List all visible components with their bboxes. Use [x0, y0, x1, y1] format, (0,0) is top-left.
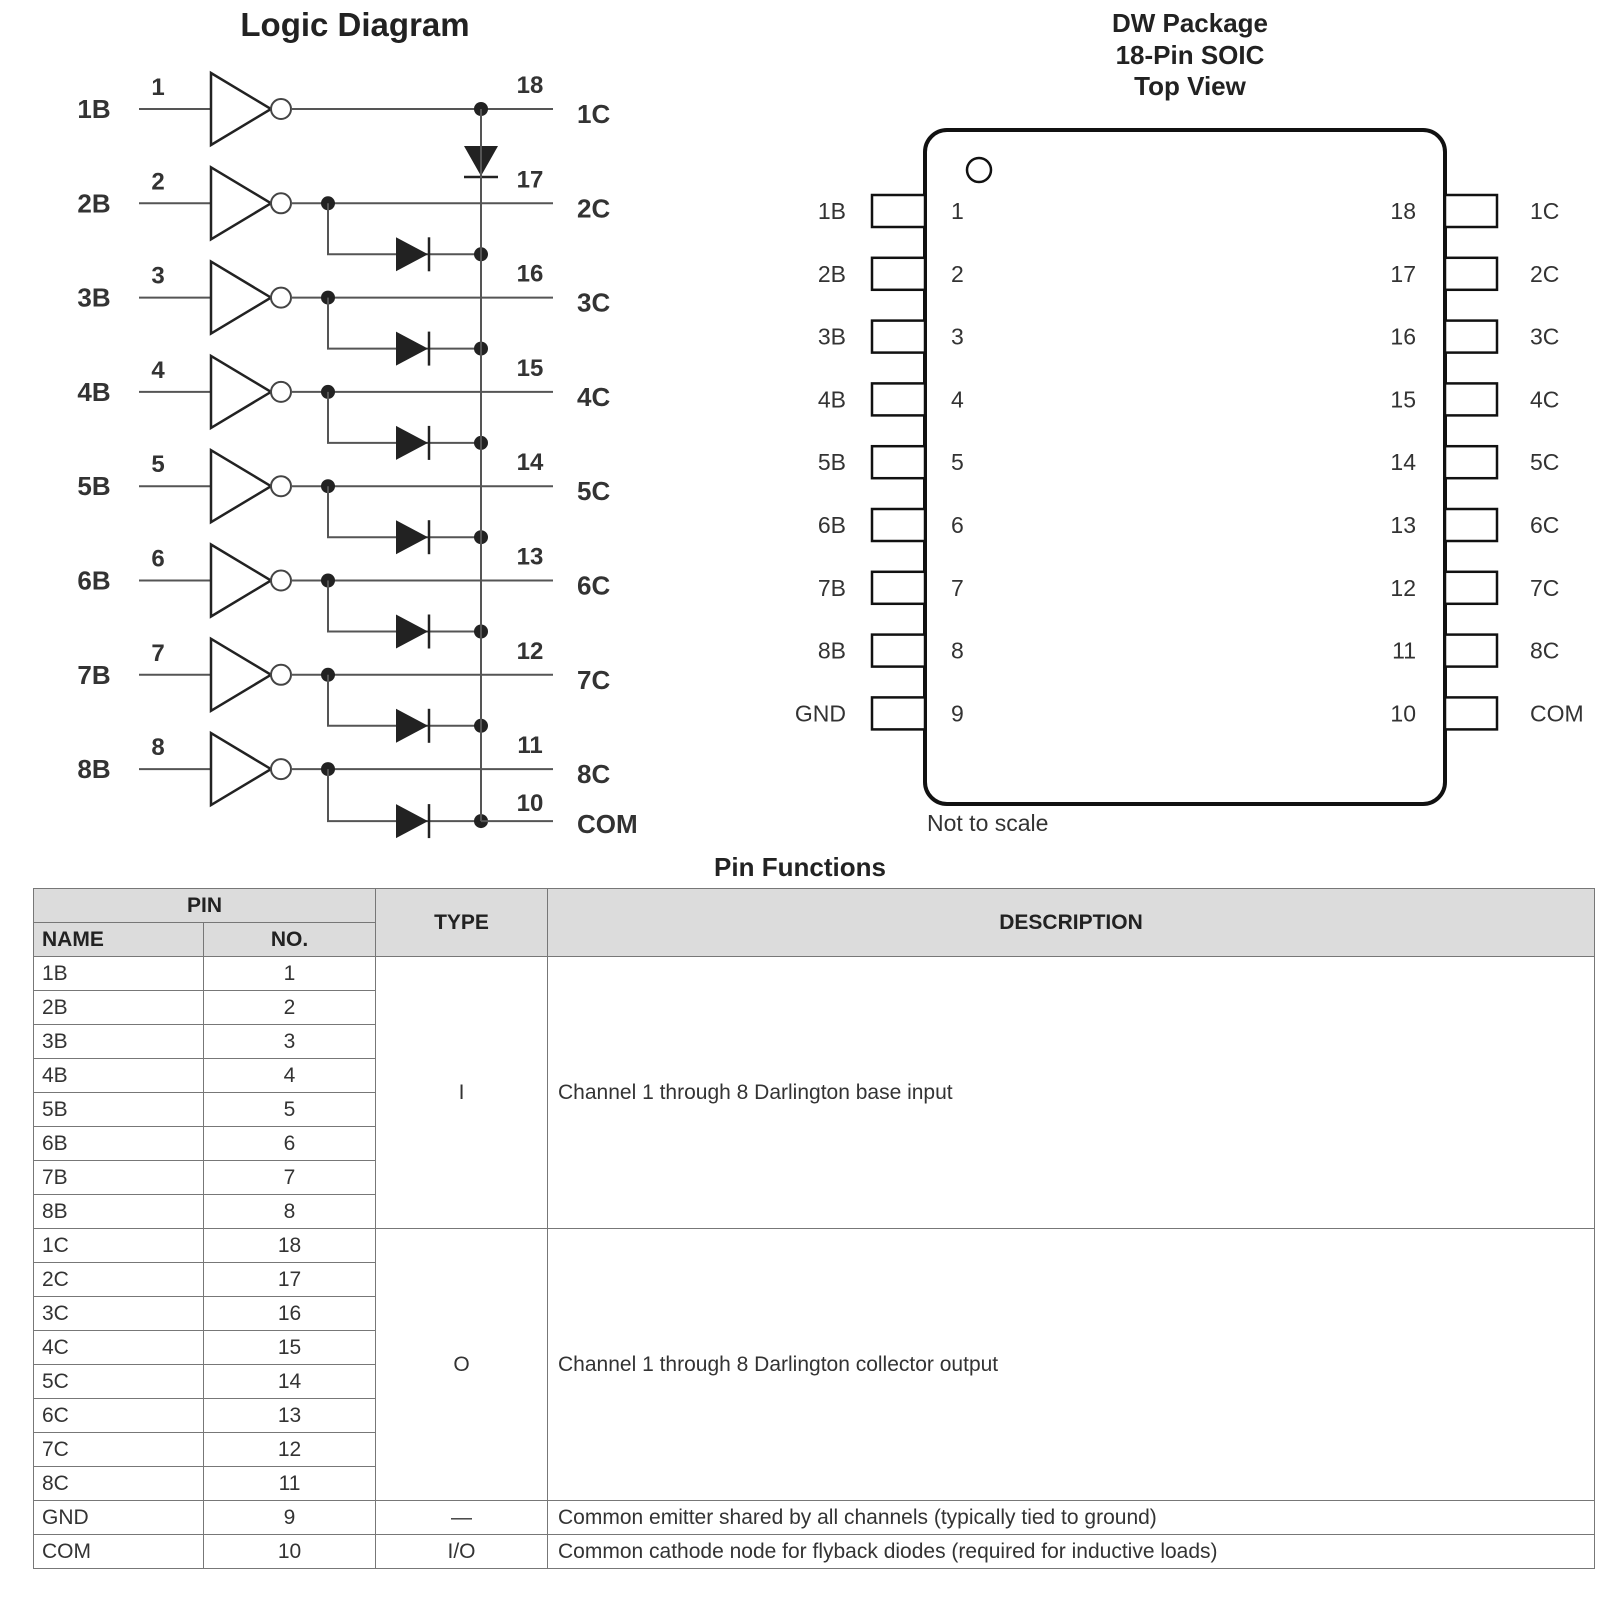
buffer-triangle	[211, 167, 271, 239]
pin-number-label: 11	[1392, 637, 1416, 664]
pin-name-label: 2B	[817, 260, 846, 287]
pin-lead	[1445, 697, 1497, 729]
table-row	[34, 957, 1595, 991]
pin-name-cell: GND	[34, 1501, 204, 1535]
pin-name-label: 2C	[1530, 260, 1560, 287]
input-name-label: 2B	[77, 188, 111, 219]
input-name-label: 3B	[77, 282, 111, 313]
pin-name-label: 4B	[817, 386, 846, 413]
output-pin-label: 16	[516, 260, 544, 288]
output-pin-label: 11	[517, 732, 543, 760]
not-to-scale-note: Not to scale	[927, 810, 1049, 836]
table-row	[34, 1535, 1595, 1569]
right-pin-8	[1392, 635, 1559, 667]
pin-name-cell: 8B	[34, 1195, 204, 1229]
buffer-triangle	[211, 545, 271, 617]
right-pin-5	[1390, 446, 1559, 478]
pin-number-label: 3	[951, 323, 964, 350]
pin-name-label: 7C	[1530, 574, 1560, 601]
pin-lead	[1445, 509, 1497, 541]
pin-name-label: 3B	[817, 323, 846, 350]
pin-number-cell: 9	[204, 1501, 376, 1535]
left-pin-2	[818, 258, 964, 290]
pin-name-cell: 1B	[34, 957, 204, 991]
pin-functions-table	[33, 888, 1595, 1569]
right-pin-9	[1390, 697, 1583, 729]
input-pin-label: 4	[151, 356, 165, 384]
pin-number-cell: 10	[204, 1535, 376, 1569]
pin-name-cell: COM	[34, 1535, 204, 1569]
channel-3	[77, 261, 610, 366]
pin-number-label: 6	[951, 512, 964, 538]
output-pin-label: 13	[516, 543, 544, 571]
package-title-line1: DW Package	[1111, 8, 1269, 38]
pin-number-label: 15	[1390, 386, 1416, 413]
diode-triangle	[396, 332, 428, 366]
pin-number-label: 17	[1390, 260, 1416, 287]
pin-number-cell: 5	[204, 1093, 376, 1127]
diode-triangle	[396, 520, 428, 554]
pin-name-label: 6B	[817, 512, 846, 538]
left-pin-9	[795, 697, 964, 729]
pin-description-cell: Common emitter shared by all channels (typically tied to ground)	[548, 1501, 1595, 1535]
buffer-triangle	[211, 356, 271, 428]
pin-lead	[1445, 383, 1497, 415]
pin-name-cell: 8C	[34, 1467, 204, 1501]
input-name-label: 1B	[77, 94, 111, 124]
diode-triangle	[396, 804, 428, 838]
channel-5	[77, 449, 610, 554]
pin-number-label: 9	[951, 700, 964, 727]
input-pin-label: 1	[151, 74, 165, 101]
output-pin-label: 14	[516, 449, 544, 477]
diode-triangle	[396, 426, 428, 460]
pin-name-cell: 7B	[34, 1161, 204, 1195]
pin-number-cell: 17	[204, 1263, 376, 1297]
pin-name-cell: 4C	[34, 1331, 204, 1365]
left-pin-3	[818, 321, 964, 353]
inverter-bubble	[271, 571, 291, 591]
pin-type-cell: O	[376, 1229, 548, 1501]
diode-triangle	[396, 615, 428, 649]
pin-lead	[1445, 321, 1497, 353]
name-header: NAME	[34, 923, 204, 957]
output-name-label: 6C	[577, 570, 611, 601]
buffer-triangle	[211, 639, 271, 711]
inverter-bubble	[271, 759, 291, 779]
pin-lead	[872, 383, 925, 415]
right-pin-1	[1390, 195, 1559, 227]
pin-number-cell: 4	[204, 1059, 376, 1093]
input-name-label: 7B	[77, 659, 111, 690]
output-name-label: 4C	[577, 381, 611, 412]
pin-number-label: 13	[1390, 512, 1416, 538]
pin-header: PIN	[34, 889, 376, 923]
pin-name-cell: 2C	[34, 1263, 204, 1297]
left-pin-5	[818, 446, 964, 478]
pin-name-cell: 6C	[34, 1399, 204, 1433]
pin-lead	[872, 321, 925, 353]
output-name-label: 8C	[577, 759, 611, 790]
input-name-label: 4B	[77, 376, 111, 407]
left-pin-1	[818, 195, 964, 227]
inverter-bubble	[271, 193, 291, 213]
pin-name-label: 7B	[817, 574, 846, 601]
pin-description-cell: Common cathode node for flyback diodes (required for inductive loads)	[548, 1535, 1595, 1569]
pin-lead	[1445, 572, 1497, 604]
pin-name-label: 8B	[817, 637, 846, 664]
inverter-bubble	[271, 665, 291, 685]
pin-number-cell: 14	[204, 1365, 376, 1399]
channel-1	[77, 72, 610, 145]
pin-number-label: 7	[951, 574, 964, 601]
pin-number-cell: 1	[204, 957, 376, 991]
package-title-line3: Top View	[1134, 71, 1246, 101]
package-body	[925, 130, 1445, 804]
pin-lead	[1445, 446, 1497, 478]
pin-name-cell: 6B	[34, 1127, 204, 1161]
no-header: NO.	[204, 923, 376, 957]
buffer-triangle	[211, 262, 271, 334]
pin-number-label: 1	[951, 198, 964, 224]
left-pin-8	[818, 635, 964, 667]
input-pin-label: 7	[151, 639, 165, 667]
pin-lead	[1445, 635, 1497, 667]
type-header: TYPE	[376, 889, 548, 957]
pin-name-label: 5B	[817, 449, 846, 476]
inverter-bubble	[271, 476, 291, 496]
pin-number-cell: 16	[204, 1297, 376, 1331]
input-pin-label: 8	[151, 734, 165, 762]
description-header: DESCRIPTION	[548, 889, 1595, 957]
package-title	[1112, 8, 1268, 101]
pin-number-label: 8	[951, 637, 964, 664]
output-name-label: 2C	[577, 193, 611, 224]
pin-type-cell: I/O	[376, 1535, 548, 1569]
input-pin-label: 3	[151, 262, 165, 290]
pin-number-cell: 2	[204, 991, 376, 1025]
inverter-bubble	[271, 99, 291, 119]
pin1-marker	[967, 158, 991, 182]
right-pin-4	[1390, 383, 1559, 415]
pin-number-cell: 8	[204, 1195, 376, 1229]
output-name-label: 1C	[577, 99, 611, 129]
pin-number-label: 5	[951, 449, 964, 476]
pin-name-label: 1B	[817, 198, 846, 224]
left-pin-6	[818, 509, 964, 541]
left-pin-4	[818, 383, 964, 415]
output-pin-label: 12	[516, 637, 544, 665]
pin-name-cell: 7C	[34, 1433, 204, 1467]
pin-lead	[1445, 195, 1497, 227]
pin-name-label: COM	[1530, 700, 1584, 727]
diode-triangle	[396, 709, 428, 743]
output-name-label: 7C	[577, 664, 611, 695]
input-name-label: 8B	[77, 754, 111, 785]
pin-number-label: 12	[1390, 574, 1416, 601]
pin-name-label: GND	[794, 700, 846, 727]
pin-lead	[872, 635, 925, 667]
input-pin-label: 6	[151, 545, 165, 573]
pin-name-label: 4C	[1530, 386, 1560, 413]
pin-number-cell: 7	[204, 1161, 376, 1195]
buffer-triangle	[211, 450, 271, 522]
pin-number-cell: 18	[204, 1229, 376, 1263]
pin-name-label: 8C	[1530, 637, 1560, 664]
buffer-triangle	[211, 73, 271, 145]
channel-6	[77, 544, 610, 649]
right-pin-7	[1390, 572, 1559, 604]
pin-name-cell: 3B	[34, 1025, 204, 1059]
pin-lead	[1445, 258, 1497, 290]
pin-number-label: 18	[1390, 198, 1416, 224]
pin-number-cell: 11	[204, 1467, 376, 1501]
pin-lead	[872, 509, 925, 541]
pin-number-label: 10	[1390, 700, 1416, 727]
logic-diagram-title: Logic Diagram	[240, 6, 470, 43]
pin-type-cell: —	[376, 1501, 548, 1535]
pin-name-cell: 3C	[34, 1297, 204, 1331]
pin-lead	[872, 195, 925, 227]
pin-number-cell: 13	[204, 1399, 376, 1433]
channel-2	[77, 166, 610, 271]
pin-name-label: 3C	[1530, 323, 1560, 350]
pin-lead	[872, 258, 925, 290]
output-pin-label: 15	[516, 354, 544, 382]
left-pin-7	[818, 572, 964, 604]
pin-type-cell: I	[376, 957, 548, 1229]
pin-functions-title: Pin Functions	[714, 852, 886, 882]
pin-description-cell: Channel 1 through 8 Darlington base input	[548, 957, 1595, 1229]
pin-name-cell: 1C	[34, 1229, 204, 1263]
pin-lead	[872, 446, 925, 478]
pin-name-label: 5C	[1530, 449, 1560, 476]
inverter-bubble	[271, 382, 291, 402]
buffer-triangle	[211, 733, 271, 805]
right-pin-6	[1390, 509, 1559, 541]
pin-name-cell: 5C	[34, 1365, 204, 1399]
com-name-label: COM	[577, 809, 638, 840]
pin-number-cell: 3	[204, 1025, 376, 1059]
channel-8	[77, 732, 610, 838]
right-pin-2	[1390, 258, 1559, 290]
package-title-line2: 18-Pin SOIC	[1115, 40, 1265, 70]
pin-name-cell: 5B	[34, 1093, 204, 1127]
output-name-label: 5C	[577, 476, 611, 507]
channel-4	[77, 355, 610, 460]
pin-name-label: 6C	[1530, 512, 1560, 538]
pin-functions-body	[34, 957, 1595, 1569]
inverter-bubble	[271, 288, 291, 308]
logic-diagram	[77, 72, 637, 839]
pin-number-cell: 15	[204, 1331, 376, 1365]
output-pin-label: 18	[516, 72, 544, 99]
pin-number-cell: 12	[204, 1433, 376, 1467]
pin-number-label: 16	[1390, 323, 1416, 350]
table-row	[34, 1229, 1595, 1263]
pin-lead	[872, 697, 925, 729]
output-name-label: 3C	[577, 287, 611, 318]
pin-description-cell: Channel 1 through 8 Darlington collector output	[548, 1229, 1595, 1501]
input-pin-label: 2	[151, 168, 165, 196]
pin-number-label: 2	[951, 260, 964, 287]
diode-triangle	[396, 237, 428, 271]
pin-number-cell: 6	[204, 1127, 376, 1161]
table-row	[34, 1501, 1595, 1535]
pin-name-cell: 2B	[34, 991, 204, 1025]
right-pin-3	[1390, 321, 1559, 353]
channel-7	[77, 638, 610, 743]
com-pin-label: 10	[516, 790, 544, 818]
input-name-label: 6B	[77, 565, 111, 596]
package-pins	[795, 195, 1584, 729]
pin-name-cell: 4B	[34, 1059, 204, 1093]
pin-name-label: 1C	[1530, 198, 1560, 224]
pin-number-label: 14	[1390, 449, 1416, 476]
input-name-label: 5B	[77, 471, 111, 502]
input-pin-label: 5	[151, 451, 165, 479]
pin-lead	[872, 572, 925, 604]
output-pin-label: 17	[516, 166, 544, 194]
pin-number-label: 4	[951, 386, 964, 413]
